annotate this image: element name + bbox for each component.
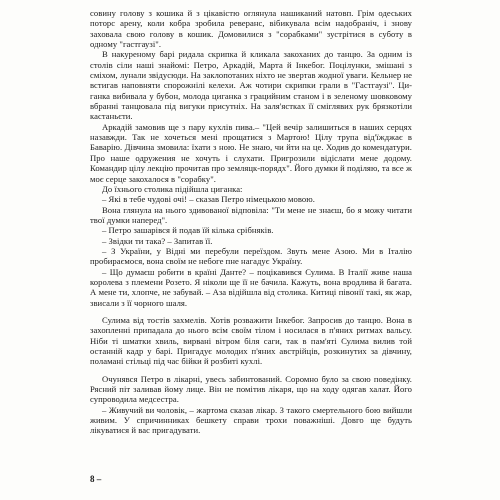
paragraph: – Що думаєш робити в країні Данте? – поцікавився Сулима. В Італії живе наша королева з племени Розето. Я ніколи ще її не бачила. Кажуть, вона вродлива й багата. А мене ти, хлопче, не забувай. – Аза відійшла від столика. Китиці півонії такі, як жар, звисали з її чорного шаля. [90, 266, 412, 308]
paragraph: В накуреному барі ридала скрипка й кликала закоханих до танцю. За одним із столів сіли наші знайомі: Петро, Аркадій, Марта й Інкебог. Поцілунки, змішані з сміхом, лунали звідусюди. На заклопотаних ніхто не звертав жодної уваги. Кельнер не встигав наповняти спорожнілі келехи. Аж чотири скрипки грали в "Гастгаузі". Циганка вибивала у бубон, молода циганка з грацийним станом і в зеленому шовковому вбранні танцювала під вигуки присутніх. На заля'ястках її сміглявих рук брязкотіли кастаньєти. [90, 49, 412, 122]
paragraph: До їхнього столика підійшла циганка: [102, 183, 243, 194]
paragraph: – З України, у Відні ми перебули переїздом. Звуть мене Азою. Ми в Італію пробираємося, вона своїм не небоге пне нагадує Україну. [90, 245, 412, 267]
paragraph: – Петро зашарівся й подав їй кілька срібняків. [102, 225, 274, 236]
body-text [90, 8, 412, 436]
paragraph: – Які в тебе чудові очі! – сказав Петро німецькою мовою. [102, 194, 315, 205]
paragraph: Вона глянула на нього здивованої відповіла: "Ти мене не знаєш, бо я можу читати твої думки наперед". [90, 204, 412, 225]
paragraph: совину голову з кошика й з цікавістю оглянула нашиканий натовп. Грім одеських поторс арену, коли кобра зробила реверанс, вібикувала всім надобраніч, і знову заховала свою голову в кошик. Домовилися з "сорабками" зустрітися в суботу в одному "гастгаузі". [90, 8, 412, 50]
page-number: 8 – [90, 474, 102, 484]
paragraph: Аркадій замовив ще з пару кухлів пива.– "Цей вечір залишиться в наших серцях назавжди. Так не хочеться мені прощатися з Мартою! Цілу трупа від'їжджає в Баварію. Дівчина змовила: їхати з ною. Не знаю, чи йти на це. Ходив до комендатури. Про наше одружения не хочуть і слухати. Пригрозили відіслати мене додому. Командир цілу лекцію прочитав про земляцк-порядх". Його думки й поділяю, та все ж моє серце закохалося в "сорабку". [90, 121, 412, 184]
paragraph: – Живучий ви чоловік, – жартома сказав лікар. З такого смертельного бою вийшли живим. У спричинниках бешкету справи трохи поважніші. Довго ще будуть лікуватися й вас пригадувати. [90, 404, 412, 436]
paragraph: – Звідки ти така? – Запитав її. [102, 235, 213, 246]
paragraph: Очунявся Петро в лікарні, увесь забинтований. Соромно було за свою поведінку. Рясний піт заливав йому лице. Він не помітив лікаря, що на ходу одягав халат. Його супроводила медсестра. [90, 373, 412, 405]
paragraph: Сулима від тостів захмелів. Хотів розважити Інкебог. Запросив до танцю. Вона в захопленні припадала до нього всім своїм тілом і носилася в п'яних ритмах вальсу. Ніби ті шматки хвиль, вирвані вітром біля саги, так в пам'яті Сулима вилив той останній кадр у барі. Пригадує молодих п'яних австрійців, розкинутих за дівчину, поламані стільці під час бійки й розбиті кухлі. [90, 314, 412, 367]
